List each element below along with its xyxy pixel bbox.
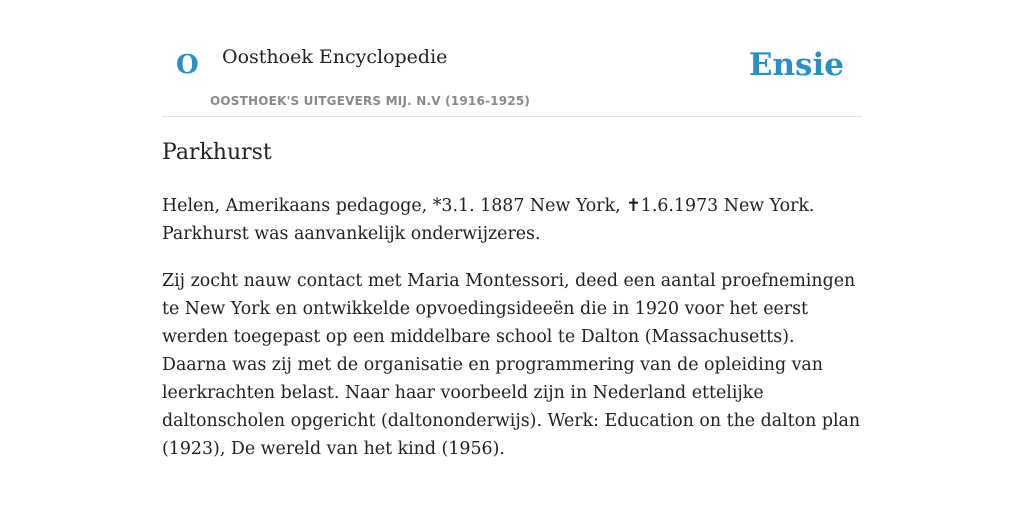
source-logo: O: [176, 50, 199, 80]
ensie-logo-link[interactable]: Ensie: [748, 47, 844, 83]
entry-paragraph: Helen, Amerikaans pedagoge, *3.1. 1887 New York, ✝1.6.1973 New York. Parkhurst was aanvankelijk onderwijzeres.: [162, 196, 815, 244]
source-subtitle: OOSTHOEK'S UITGEVERS MIJ. N.V (1916-1925): [210, 94, 531, 108]
source-title[interactable]: Oosthoek Encyclopedie: [222, 46, 448, 68]
entry-paragraph: Zij zocht nauw contact met Maria Montessori, deed een aantal proefnemingen te New York en ontwikkelde opvoedingsideeën die in 1920 voor het eerst werden toegepast op een middelbare school te Dalton (Massachusetts). Daarna was zij met de organisatie en programmering van de opleiding van leerkrachten belast. Naar haar voorbeeld zijn in Nederland ettelijke daltonscholen opgericht (daltononderwijs). Werk: Education on the dalton plan (1923), De wereld van het kind (1956).: [162, 271, 861, 459]
source-header: [162, 0, 862, 117]
entry-title: Parkhurst: [162, 140, 272, 165]
